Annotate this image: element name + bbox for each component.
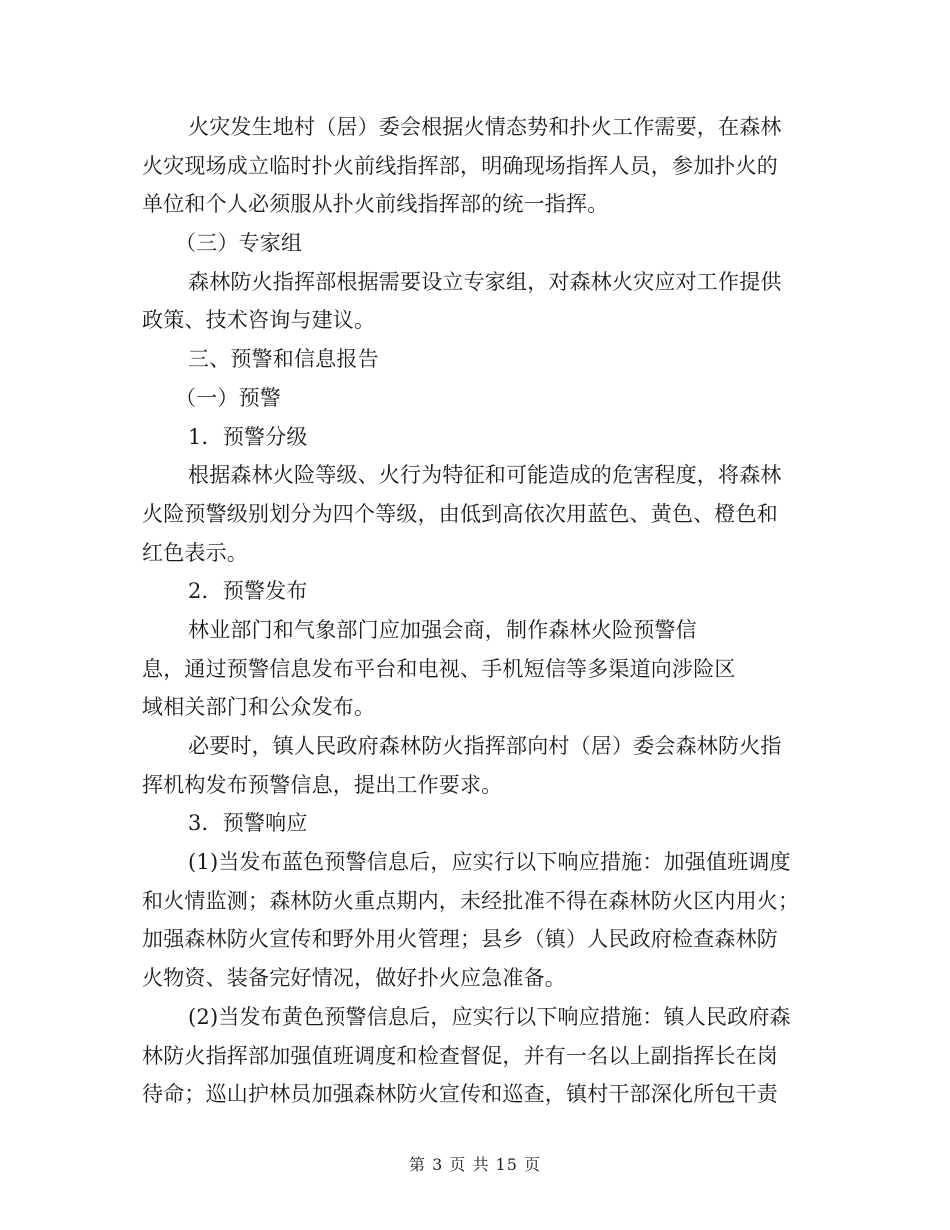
paragraph-line: 火灾现场成立临时扑火前线指挥部，明确现场指挥人员，参加扑火的 [142, 153, 778, 178]
paragraph-line: (1)当发布蓝色预警信息后，应实行以下响应措施：加强值班调度 [188, 850, 791, 875]
paragraph-line: 红色表示。 [142, 540, 248, 565]
paragraph-line: 根据森林火险等级、火行为特征和可能造成的危害程度，将森林 [188, 463, 782, 488]
paragraph-line: 政策、技术咨询与建议。 [142, 308, 376, 333]
section-heading: 三、预警和信息报告 [188, 347, 379, 372]
paragraph-line: 加强森林防火宣传和野外用火管理；县乡（镇）人民政府检查森林防 [142, 927, 778, 952]
paragraph-line: 火险预警级别划分为四个等级，由低到高依次用蓝色、黄色、橙色和 [142, 501, 778, 526]
paragraph-line: 待命；巡山护林员加强森林防火宣传和巡查，镇村干部深化所包干责 [142, 1082, 778, 1107]
paragraph-line: 单位和个人必须服从扑火前线指挥部的统一指挥。 [142, 192, 609, 217]
paragraph-line: 域相关部门和公众发布。 [142, 695, 376, 720]
paragraph-line: 必要时，镇人民政府森林防火指挥部向村（居）委会森林防火指 [188, 734, 782, 758]
section-heading: 3．预警响应 [188, 811, 308, 836]
page-number-footer: 第 3 页 共 15 页 [409, 1155, 541, 1174]
section-heading: （三）专家组 [175, 231, 303, 256]
paragraph-line: 林防火指挥部加强值班调度和检查督促，并有一名以上副指挥长在岗 [142, 1043, 778, 1068]
paragraph-line: 挥机构发布预警信息，提出工作要求。 [142, 772, 503, 797]
body-text [142, 108, 810, 1114]
paragraph-line: 林业部门和气象部门应加强会商，制作森林火险预警信 [188, 617, 697, 642]
section-heading: （一）预警 [175, 385, 281, 410]
paragraph-line: (2)当发布黄色预警信息后，应实行以下响应措施：镇人民政府森 [188, 1004, 791, 1029]
paragraph-line: 息，通过预警信息发布平台和电视、手机短信等多渠道向涉险区 [142, 656, 736, 681]
paragraph-line: 森林防火指挥部根据需要设立专家组，对森林火灾应对工作提供 [188, 269, 782, 294]
paragraph-line: 和火情监测；森林防火重点期内，未经批准不得在森林防火区内用火； [142, 888, 800, 913]
section-heading: 1．预警分级 [188, 424, 308, 449]
paragraph-line: 火灾发生地村（居）委会根据火情态势和扑火工作需要，在森林 [188, 115, 782, 139]
paragraph-line: 火物资、装备完好情况，做好扑火应急准备。 [142, 966, 566, 991]
section-heading: 2．预警发布 [188, 579, 308, 604]
